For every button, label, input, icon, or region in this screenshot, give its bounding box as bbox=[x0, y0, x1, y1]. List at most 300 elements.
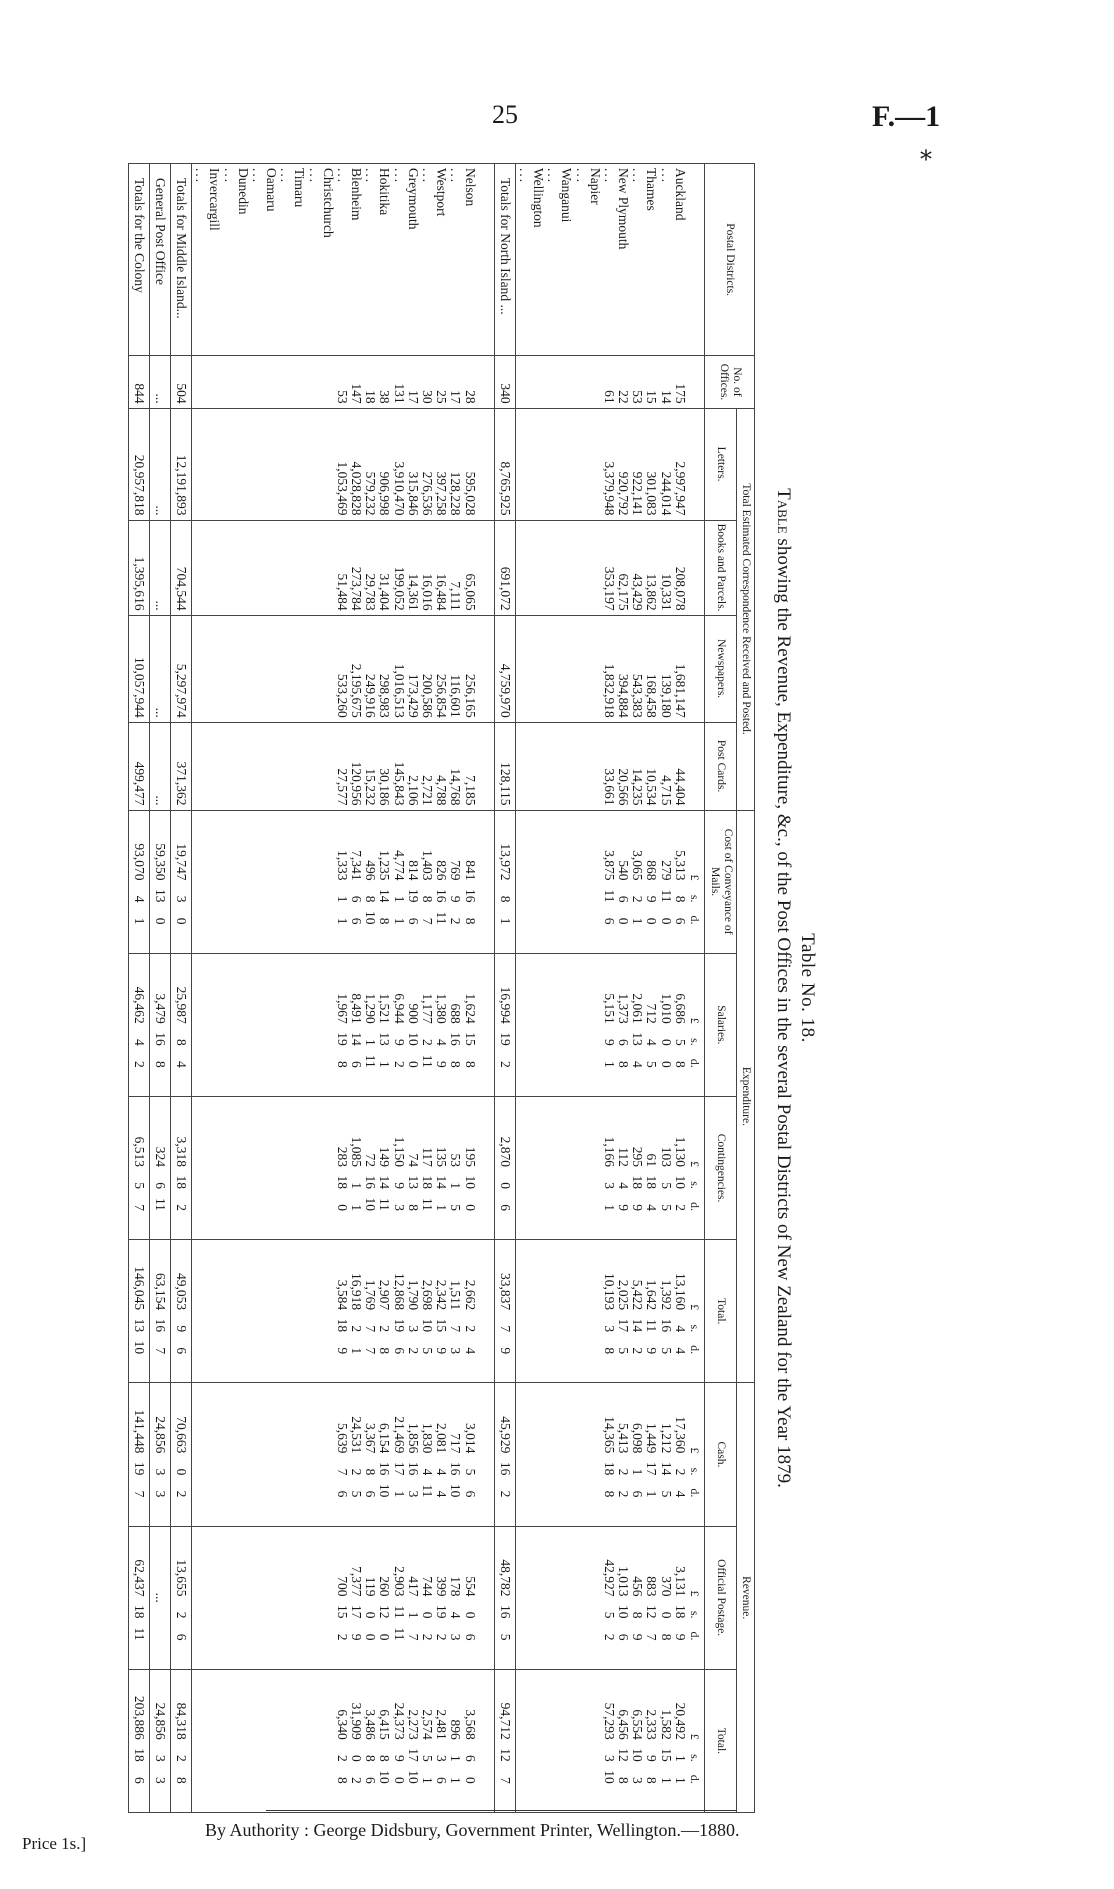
pence: 6 bbox=[363, 1490, 379, 1498]
spacer-cell bbox=[478, 953, 495, 1096]
pence: 5 bbox=[349, 1490, 365, 1498]
postcards-total: 371,362 bbox=[174, 761, 190, 806]
letters-value: 315,846 bbox=[405, 471, 421, 516]
pounds: 3,065 bbox=[630, 850, 646, 881]
books-value: 273,784 bbox=[349, 566, 365, 611]
contingencies-grid bbox=[335, 1101, 477, 1235]
pence: 0 bbox=[377, 1633, 393, 1641]
shillings: 11 bbox=[644, 1319, 660, 1333]
newspapers-total: ... bbox=[152, 707, 168, 718]
lsd-unit-grid bbox=[689, 1101, 702, 1235]
shillings: 14 bbox=[434, 1175, 450, 1189]
pence: 1 bbox=[448, 1777, 464, 1784]
unit-cell-contingencies bbox=[688, 1096, 705, 1239]
general-post-office-row-official bbox=[149, 1526, 170, 1669]
pence: 0 bbox=[658, 1060, 674, 1068]
header-newspapers: Newspapers. bbox=[705, 615, 736, 722]
shillings: 7 bbox=[363, 1325, 379, 1333]
shillings: 17 bbox=[405, 1748, 421, 1762]
pounds: 20,492 bbox=[672, 1702, 688, 1740]
pence: 6 bbox=[434, 1777, 450, 1784]
leader-dots: ... bbox=[306, 168, 322, 185]
shillings: 12 bbox=[616, 1748, 632, 1762]
offices-value: 28 bbox=[462, 390, 478, 404]
shillings: 11 bbox=[391, 1605, 407, 1619]
newspapers-value: 2,195,675 bbox=[349, 663, 365, 718]
pence: 10 bbox=[377, 1483, 393, 1498]
pence: 1 bbox=[630, 917, 646, 925]
pounds: 1,856 bbox=[405, 1422, 421, 1454]
pounds: 6,340 bbox=[334, 1709, 350, 1740]
colony-totals-row-official bbox=[128, 1526, 149, 1669]
pence: 2 bbox=[174, 1204, 190, 1211]
pounds: 53 bbox=[448, 1153, 464, 1167]
pounds: 3,479 bbox=[152, 993, 168, 1024]
district-name bbox=[278, 168, 306, 351]
district-name bbox=[335, 168, 363, 351]
books-value: 199,052 bbox=[391, 566, 407, 611]
postcards-value: 14,235 bbox=[630, 768, 646, 806]
district-name bbox=[573, 168, 601, 351]
district-label: Wanganui bbox=[559, 168, 575, 223]
pence: 2 bbox=[672, 1204, 688, 1211]
shillings: 4 bbox=[131, 1038, 147, 1046]
lsd-unit-grid bbox=[689, 1674, 702, 1808]
north-island-totals-row-salaries bbox=[494, 953, 515, 1096]
pence: 5 bbox=[420, 1347, 435, 1355]
pounds: 112 bbox=[616, 1147, 632, 1167]
pence: 11 bbox=[391, 1627, 407, 1641]
pounds: 42,927 bbox=[601, 1559, 617, 1597]
pence: 1 bbox=[377, 1060, 393, 1068]
newspapers-value: 543,383 bbox=[630, 673, 646, 718]
north-postcards-cell bbox=[515, 722, 688, 810]
pounds: 3,875 bbox=[601, 850, 617, 881]
shillings: 9 bbox=[644, 1755, 660, 1762]
district-label: Hokitika bbox=[377, 168, 393, 216]
north-island-totals-row bbox=[494, 164, 515, 1813]
shillings: 18 bbox=[601, 1461, 617, 1476]
pounds: 2,025 bbox=[616, 1279, 632, 1311]
price-note: Price 1s.] bbox=[22, 1834, 87, 1853]
shillings: 16 bbox=[462, 889, 478, 903]
shillings: 6 bbox=[616, 895, 632, 903]
salaries-total-grid bbox=[498, 958, 512, 1092]
pounds: 62,437 bbox=[131, 1559, 147, 1597]
header-books: Books and Parcels. bbox=[705, 520, 736, 615]
shillings: 10 bbox=[672, 1175, 688, 1189]
shillings: 2 bbox=[349, 1468, 365, 1476]
north-island-totals-row-exp_total bbox=[494, 1240, 515, 1383]
postcards-value: 27,577 bbox=[334, 768, 350, 806]
pounds: 900 bbox=[405, 1003, 421, 1024]
pence: 7 bbox=[131, 1490, 147, 1498]
shillings: 4 bbox=[434, 1038, 450, 1046]
pence: 10 bbox=[377, 1770, 393, 1784]
pence: 11 bbox=[434, 911, 450, 925]
middle-island-totals-row-postcards bbox=[170, 722, 191, 810]
pence: 10 bbox=[363, 1197, 379, 1211]
pounds: 1,582 bbox=[658, 1709, 674, 1740]
leader-dots: ... bbox=[448, 168, 464, 185]
shillings: 6 bbox=[152, 1182, 168, 1189]
pounds: 283 bbox=[334, 1146, 350, 1167]
pounds: 1,790 bbox=[405, 1279, 421, 1311]
pence: 6 bbox=[174, 1347, 190, 1355]
header-rev-total: Total. bbox=[705, 1669, 736, 1812]
offices-value: 131 bbox=[391, 383, 407, 404]
postcards-value: 145,843 bbox=[391, 761, 407, 806]
offices-value: 175 bbox=[672, 383, 688, 404]
unit-pound: £ bbox=[688, 1733, 703, 1740]
pounds: 1,521 bbox=[377, 993, 393, 1024]
middle-books-cell bbox=[192, 520, 478, 615]
north-contingencies-cell bbox=[515, 1096, 688, 1239]
total-label: Totals for North Island ... bbox=[497, 178, 513, 315]
spacer-cell bbox=[478, 1096, 495, 1239]
spacer-cell bbox=[478, 520, 495, 615]
unit-pound: £ bbox=[688, 1590, 703, 1597]
offices-value: 61 bbox=[601, 390, 617, 404]
middle-island-totals-row-letters bbox=[170, 408, 191, 520]
pounds: 1,130 bbox=[672, 1136, 688, 1167]
rotated-table-region bbox=[131, 163, 818, 1813]
shillings: 15 bbox=[658, 1748, 674, 1762]
shillings: 8 bbox=[363, 1468, 379, 1476]
leader-dots: ... bbox=[391, 168, 407, 185]
pence: 2 bbox=[630, 1347, 646, 1355]
pence: 6 bbox=[462, 1490, 478, 1498]
pence: 3 bbox=[405, 1490, 421, 1498]
unit-cell-salaries bbox=[688, 953, 705, 1096]
shillings: 0 bbox=[349, 1755, 365, 1762]
pence: 9 bbox=[434, 1347, 450, 1355]
shillings: 8 bbox=[377, 1755, 393, 1762]
middle-postcards-cell bbox=[192, 722, 478, 810]
newspapers-value: 116,601 bbox=[448, 674, 464, 718]
district-label: Greymouth bbox=[405, 168, 421, 230]
header-expenditure: Expenditure. bbox=[736, 810, 754, 1383]
official-grid bbox=[335, 1531, 477, 1665]
books-value: 7,111 bbox=[448, 581, 464, 611]
pounds: 554 bbox=[462, 1576, 478, 1597]
pounds: 712 bbox=[644, 1003, 660, 1024]
unit-cell-blank bbox=[688, 722, 705, 810]
pence: 3 bbox=[448, 1347, 464, 1355]
pence: 2 bbox=[434, 1633, 450, 1641]
pounds: 4,774 bbox=[391, 850, 407, 881]
shillings: 14 bbox=[630, 1318, 646, 1333]
unit-pound: £ bbox=[688, 1447, 703, 1454]
pounds: 21,469 bbox=[391, 1416, 407, 1454]
pence: 8 bbox=[616, 1777, 632, 1784]
general-post-office-row-label bbox=[149, 164, 170, 356]
district-label: New Plymouth bbox=[616, 168, 632, 250]
pence: 5 bbox=[658, 1347, 674, 1355]
unit-pound: £ bbox=[688, 1304, 703, 1311]
shillings: 7 bbox=[497, 1325, 513, 1333]
pence: 8 bbox=[462, 1060, 478, 1068]
shillings: 19 bbox=[391, 1318, 407, 1333]
unit-shilling: s. bbox=[688, 894, 703, 903]
letters-value: 128,228 bbox=[448, 471, 464, 516]
shillings: 18 bbox=[630, 1175, 646, 1189]
pounds: 6,456 bbox=[616, 1709, 632, 1740]
letters-value: 922,141 bbox=[630, 471, 646, 516]
books-value: 29,783 bbox=[363, 573, 379, 611]
shillings: 19 bbox=[405, 889, 421, 903]
postcards-total: ... bbox=[152, 795, 168, 806]
newspapers-value: 200,586 bbox=[420, 673, 435, 718]
shillings: 14 bbox=[377, 889, 393, 903]
shillings: 9 bbox=[448, 895, 464, 903]
pence: 7 bbox=[405, 1633, 421, 1641]
shillings: 2 bbox=[630, 895, 646, 903]
pounds: 24,373 bbox=[391, 1702, 407, 1740]
pounds: 33,837 bbox=[497, 1273, 513, 1311]
pence: 6 bbox=[349, 917, 365, 925]
pence: 4 bbox=[434, 1490, 450, 1498]
contingencies-total-grid bbox=[498, 1101, 512, 1235]
pounds: 3,568 bbox=[462, 1709, 478, 1740]
rev_total-grid bbox=[602, 1674, 687, 1808]
header-conveyance: Cost of Conveyance of Mails. bbox=[705, 810, 736, 953]
pence: 2 bbox=[334, 1633, 350, 1641]
shillings: 18 bbox=[672, 1605, 688, 1619]
newspapers-value: 256,854 bbox=[434, 673, 450, 718]
shillings: 9 bbox=[391, 1038, 407, 1046]
pounds: 3,486 bbox=[363, 1709, 379, 1740]
pounds: 16,918 bbox=[349, 1273, 365, 1311]
total-label: Totals for the Colony bbox=[131, 178, 147, 293]
pounds: 279 bbox=[658, 860, 674, 881]
header-contingencies: Contingencies. bbox=[705, 1096, 736, 1239]
shillings: 3 bbox=[405, 1325, 421, 1333]
table-title-block bbox=[772, 163, 818, 1813]
pounds: 1,333 bbox=[334, 850, 350, 881]
pence: 11 bbox=[420, 1197, 435, 1211]
conveyance-grid bbox=[335, 815, 477, 949]
shillings: 3 bbox=[152, 1755, 168, 1762]
north-island-totals-row-letters bbox=[494, 408, 515, 520]
postcards-total: 128,115 bbox=[497, 762, 513, 806]
shillings: 10 bbox=[616, 1605, 632, 1619]
pence: 1 bbox=[391, 1490, 407, 1498]
shillings: 19 bbox=[497, 1032, 513, 1046]
books-value: 16,484 bbox=[434, 573, 450, 611]
pounds: 2,698 bbox=[420, 1279, 435, 1311]
middle-island-totals-row-cash bbox=[170, 1383, 191, 1526]
district-name bbox=[363, 168, 391, 351]
shillings: 17 bbox=[349, 1605, 365, 1619]
shillings: 9 bbox=[601, 1038, 617, 1046]
books-total: 704,544 bbox=[174, 566, 190, 611]
pence: 11 bbox=[152, 1197, 168, 1211]
pence: 0 bbox=[658, 917, 674, 925]
shillings: 16 bbox=[152, 1032, 168, 1046]
contingencies-total-grid bbox=[132, 1101, 146, 1235]
books-value: 16,016 bbox=[420, 573, 435, 611]
newspapers-value: 139,180 bbox=[658, 673, 674, 718]
postcards-value: 20,566 bbox=[616, 768, 632, 806]
unit-cell-blank bbox=[688, 615, 705, 722]
shillings: 10 bbox=[462, 1175, 478, 1189]
books-value: 62,175 bbox=[616, 573, 632, 611]
postcards-value: 2,106 bbox=[405, 775, 421, 806]
shillings: 3 bbox=[434, 1755, 450, 1762]
middle-island-totals-row bbox=[170, 164, 191, 1813]
page-number: 25 bbox=[492, 100, 518, 129]
pence: 9 bbox=[630, 1204, 646, 1211]
pounds: 295 bbox=[630, 1146, 646, 1167]
district-label: Oamaru bbox=[264, 168, 280, 212]
postcards-value: 4,788 bbox=[434, 775, 450, 806]
shillings: 18 bbox=[334, 1175, 350, 1189]
pence: 3 bbox=[391, 1204, 407, 1211]
salaries-grid bbox=[602, 958, 687, 1092]
pence: 3 bbox=[152, 1490, 168, 1498]
shillings: 0 bbox=[497, 1182, 513, 1189]
pounds: 25,987 bbox=[174, 986, 190, 1024]
shillings: 4 bbox=[672, 1325, 688, 1333]
north-official-cell bbox=[515, 1526, 688, 1669]
pounds: 1,642 bbox=[644, 1279, 660, 1311]
pounds: 6,554 bbox=[630, 1709, 646, 1740]
middle-exp_total-cell bbox=[192, 1240, 478, 1383]
district-name bbox=[391, 168, 419, 351]
unit-pence: d. bbox=[688, 1345, 703, 1355]
shillings: 3 bbox=[601, 1325, 617, 1333]
conveyance-grid bbox=[602, 815, 687, 949]
leader-dots: ... bbox=[249, 168, 265, 185]
total-label: General Post Office bbox=[152, 178, 168, 285]
offices-value: 53 bbox=[334, 390, 350, 404]
pence: 4 bbox=[672, 1490, 688, 1498]
shillings: 8 bbox=[363, 895, 379, 903]
shillings: 4 bbox=[434, 1468, 450, 1476]
table-title-rest: showing the Revenue, Expenditure, &c., of the Post Offices in the several Postal Districts of New Zealand for the Year 1879. bbox=[773, 538, 794, 1488]
unit-pence: d. bbox=[688, 915, 703, 925]
shillings: 3 bbox=[174, 895, 190, 903]
pounds: 13,160 bbox=[672, 1273, 688, 1311]
official-total-grid bbox=[498, 1531, 512, 1665]
pounds: 1,085 bbox=[349, 1136, 365, 1167]
pence: 4 bbox=[644, 1204, 660, 1211]
official-total-grid bbox=[132, 1531, 146, 1665]
unit-shilling: s. bbox=[688, 1181, 703, 1189]
shillings: 5 bbox=[601, 1611, 617, 1619]
contingencies-total-grid bbox=[174, 1101, 188, 1235]
unit-shilling: s. bbox=[688, 1038, 703, 1046]
colony-totals-row-books bbox=[128, 520, 149, 615]
pounds: 6,513 bbox=[131, 1136, 147, 1167]
pence: 1 bbox=[497, 917, 513, 925]
conveyance-total-grid bbox=[174, 815, 188, 949]
pounds: 61 bbox=[644, 1153, 660, 1167]
shillings: 0 bbox=[658, 1038, 674, 1046]
table-number: Table No. 18. bbox=[797, 933, 818, 1043]
pounds: 117 bbox=[420, 1147, 435, 1167]
pounds: 6,098 bbox=[630, 1422, 646, 1454]
shillings: 14 bbox=[658, 1461, 674, 1476]
leader-dots: ... bbox=[334, 168, 350, 185]
pence: 8 bbox=[672, 1060, 688, 1068]
pence: 7 bbox=[420, 917, 435, 925]
north-island-totals-row-label bbox=[494, 164, 515, 356]
pence: 8 bbox=[658, 1633, 674, 1641]
pounds: 1,967 bbox=[334, 993, 350, 1024]
district-name bbox=[221, 168, 249, 351]
offices-value: 17 bbox=[405, 390, 421, 404]
shillings: 5 bbox=[672, 1038, 688, 1046]
contingencies-total-grid bbox=[153, 1101, 167, 1235]
pounds: 814 bbox=[405, 860, 421, 881]
unit-pence: d. bbox=[688, 1631, 703, 1641]
postcards-value: 30,186 bbox=[377, 768, 393, 806]
pence: 8 bbox=[152, 1060, 168, 1068]
shillings: 9 bbox=[644, 895, 660, 903]
colony-totals-row-postcards bbox=[128, 722, 149, 810]
shillings: 15 bbox=[462, 1032, 478, 1046]
pounds: 13,655 bbox=[174, 1559, 190, 1597]
pounds: 6,686 bbox=[672, 993, 688, 1024]
shillings: 5 bbox=[420, 1755, 435, 1762]
unit-cell-exp_total bbox=[688, 1240, 705, 1383]
unit-pound: £ bbox=[688, 874, 703, 881]
colony-totals-row-cash bbox=[128, 1383, 149, 1526]
offices-total: 844 bbox=[131, 383, 147, 404]
rev_total-grid bbox=[335, 1674, 477, 1808]
salaries-total-grid bbox=[153, 958, 167, 1092]
shillings: 1 bbox=[672, 1755, 688, 1762]
district-name bbox=[658, 168, 686, 351]
shillings: 1 bbox=[391, 895, 407, 903]
shillings: 16 bbox=[658, 1318, 674, 1333]
north-island-totals-row-contingencies bbox=[494, 1096, 515, 1239]
newspapers-value: 168,458 bbox=[644, 673, 660, 718]
colony-totals-row-rev_total bbox=[128, 1669, 149, 1812]
pence: 3 bbox=[630, 1777, 646, 1784]
shillings: 16 bbox=[497, 1461, 513, 1476]
leader-dots: ... bbox=[221, 168, 237, 185]
shillings: 3 bbox=[601, 1182, 617, 1189]
ink-mark: ⁎ bbox=[920, 140, 932, 166]
cash-total-grid bbox=[132, 1387, 146, 1521]
unit-cell-blank bbox=[688, 164, 705, 356]
leader-dots: ... bbox=[363, 168, 379, 185]
letters-value: 3,910,470 bbox=[391, 461, 407, 516]
conveyance-total-grid bbox=[153, 815, 167, 949]
pounds: 84,318 bbox=[174, 1702, 190, 1740]
header-correspondence: Total Estimated Correspondence Received and Posted. bbox=[736, 408, 754, 810]
pounds: 5,313 bbox=[672, 850, 688, 881]
books-total: 691,072 bbox=[497, 566, 513, 611]
offices-value: 38 bbox=[377, 390, 393, 404]
leader-dots: ... bbox=[278, 168, 294, 185]
pence: 10 bbox=[131, 1340, 147, 1355]
books-value: 10,331 bbox=[658, 573, 674, 611]
leader-dots: ... bbox=[420, 168, 435, 185]
shillings: 12 bbox=[497, 1748, 513, 1762]
pounds: 5,151 bbox=[601, 993, 617, 1024]
pence: 9 bbox=[497, 1347, 513, 1355]
middle-island-totals-row-label bbox=[170, 164, 191, 356]
pence: 11 bbox=[377, 1197, 393, 1211]
pounds: 93,070 bbox=[131, 843, 147, 881]
offices-value: 15 bbox=[644, 390, 660, 404]
pounds: 2,662 bbox=[462, 1279, 478, 1311]
shillings: 5 bbox=[462, 1468, 478, 1476]
